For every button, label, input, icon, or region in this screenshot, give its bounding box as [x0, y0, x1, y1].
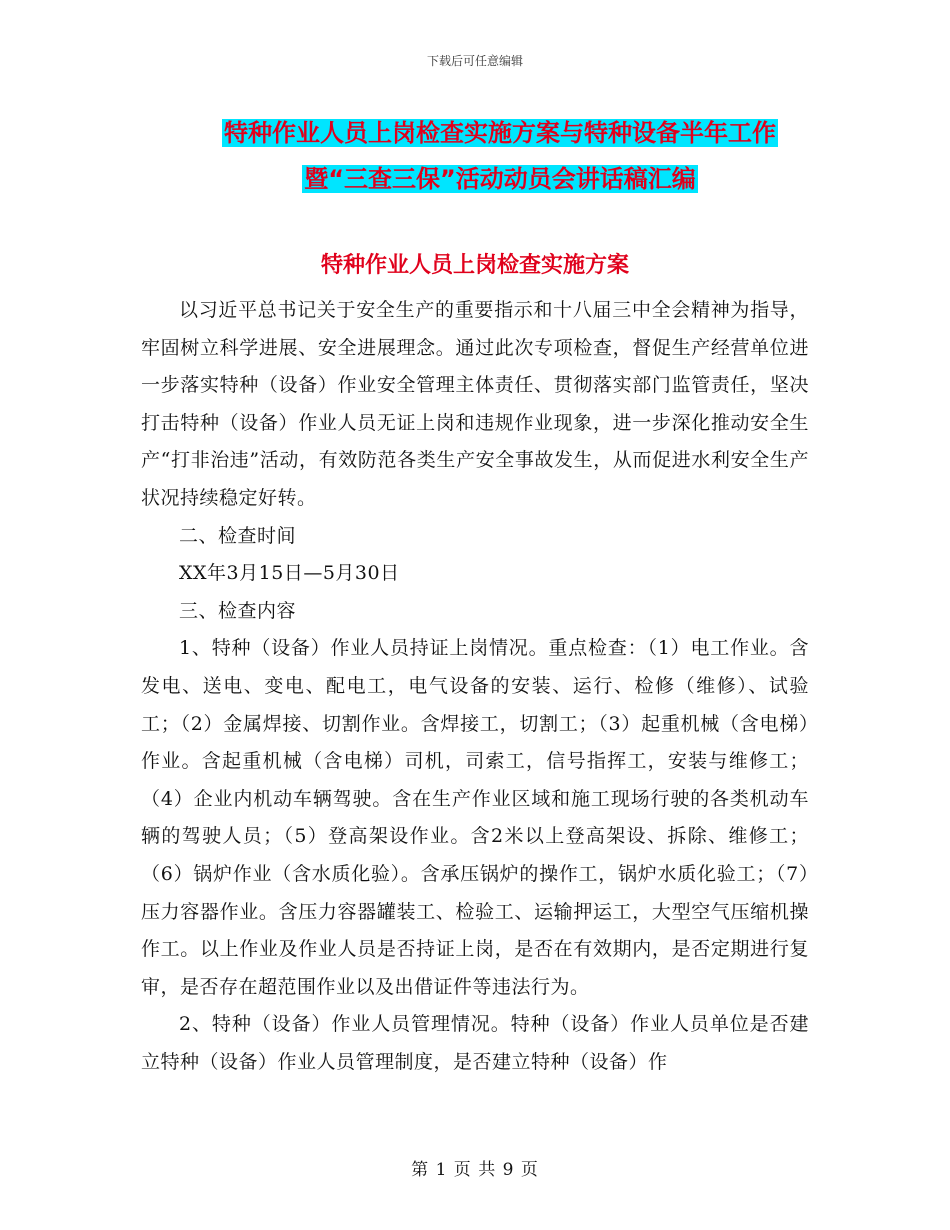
header-note: 下载后可任意编辑 [426, 54, 523, 68]
section-title: 特种作业人员上岗检查实施方案 [320, 253, 629, 278]
page-number: 第 1 页 共 9 页 [411, 1160, 539, 1180]
paragraph-certification-check: 1、特种（设备）作业人员持证上岗情况。重点检查：（1）电工作业。含发电、送电、变电、配电工，电气设备的安装、运行、检修（维修）、试验工；（2）金属焊接、切割作业。含焊接工，切割工；（3）起重机械（含电梯）作业。含起重机械（含电梯）司机，司索工，信号指挥工，安装与维修工；（4）企业内机动车辆驾驶。含在生产作业区域和施工现场行驶的各类机动车辆的驾驶人员；（5）登高架设作业。含2米以上登高架设、拆除、维修工；（6）锅炉作业（含水质化验）。含承压锅炉的操作工，锅炉水质化验工；（7）压力容器作业。含压力容器罐装工、检验工、运输押运工，大型空气压缩机操作工。以上作业及作业人员是否持证上岗，是否在有效期内，是否定期进行复审，是否存在超范围作业以及出借证件等违法行为。 [141, 637, 809, 998]
document-title [180, 110, 820, 202]
paragraph-personnel-management: 2、特种（设备）作业人员管理情况。特种（设备）作业人员单位是否建立特种（设备）作业人员管理制度，是否建立特种（设备）作 [141, 1013, 809, 1073]
document-body [141, 292, 809, 1081]
heading-inspection-time: 二、检查时间 [179, 524, 297, 547]
document-title-line-1: 特种作业人员上岗检查实施方案与特种设备半年工作 [224, 119, 776, 147]
paragraph-intro: 以习近平总书记关于安全生产的重要指示和十八届三中全会精神为指导，牢固树立科学进展、安全进展理念。通过此次专项检查，督促生产经营单位进一步落实特种（设备）作业安全管理主体责任、贯彻落实部门监管责任，坚决打击特种（设备）作业人员无证上岗和违规作业现象，进一步深化推动安全生产“打非治违”活动，有效防范各类生产安全事故发生，从而促进水利安全生产状况持续稳定好转。 [141, 299, 809, 509]
paragraph-inspection-dates: XX年3月15日—5月30日 [179, 562, 400, 585]
heading-inspection-content: 三、检查内容 [179, 599, 297, 622]
document-title-line-2: 暨“三查三保”活动动员会讲话稿汇编 [304, 165, 696, 193]
